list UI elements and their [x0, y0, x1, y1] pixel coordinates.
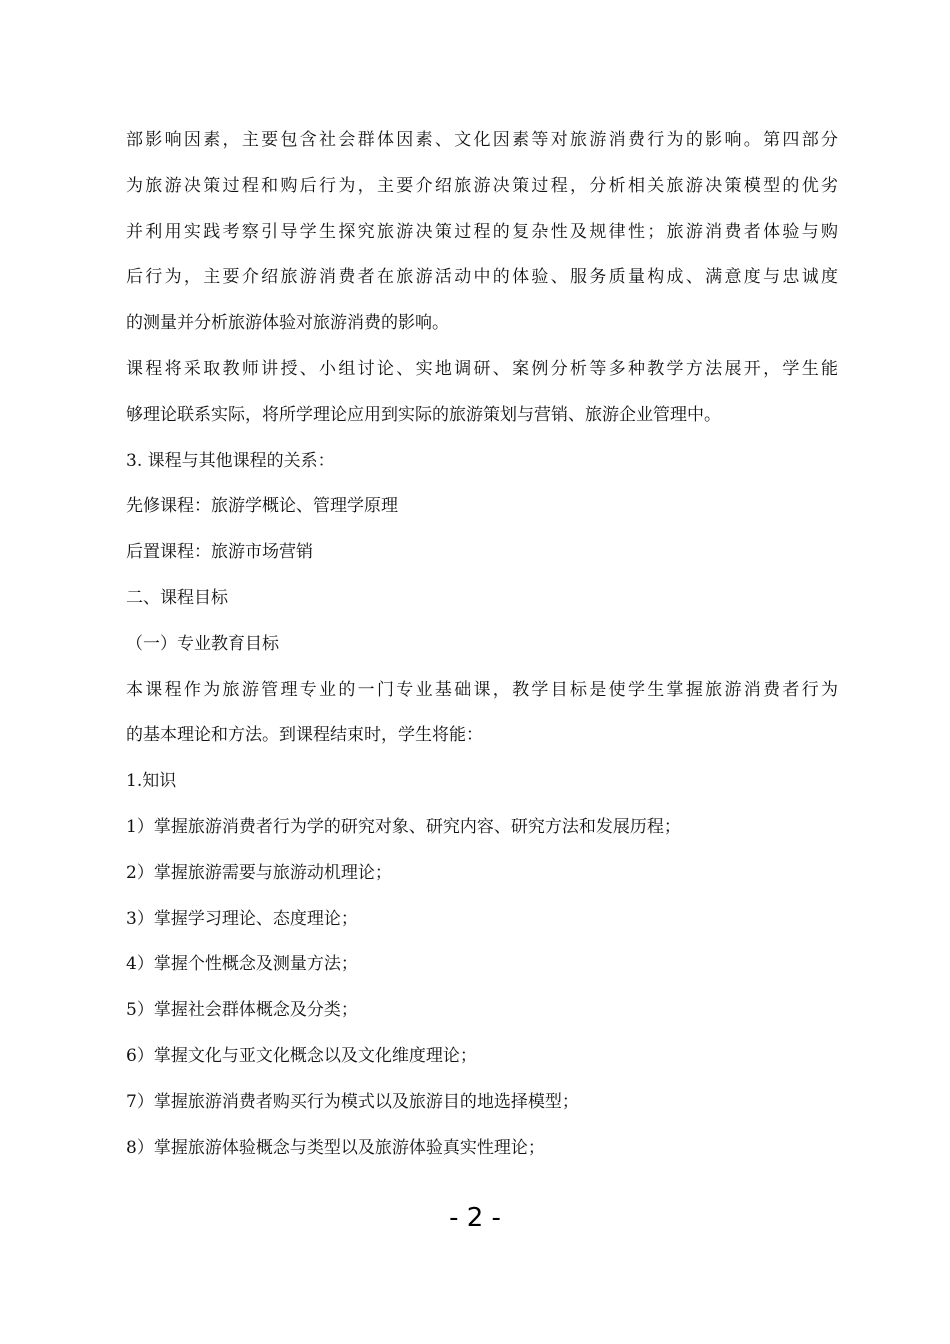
paragraph-line: 后行为，主要介绍旅游消费者在旅游活动中的体验、服务质量构成、满意度与忠诚度: [126, 267, 838, 288]
list-item: 7）掌握旅游消费者购买行为模式以及旅游目的地选择模型；: [126, 1091, 579, 1112]
page-number: - 2 -: [449, 1203, 501, 1233]
document-body: [126, 118, 838, 1171]
chapter-heading: 二、课程目标: [126, 587, 228, 608]
paragraph-line: 为旅游决策过程和购后行为，主要介绍旅游决策过程，分析相关旅游决策模型的优劣: [126, 175, 838, 196]
list-item: 8）掌握旅游体验概念与类型以及旅游体验真实性理论；: [126, 1137, 545, 1158]
list-item: 5）掌握社会群体概念及分类；: [126, 1000, 358, 1021]
subsection-heading: （一）专业教育目标: [126, 633, 279, 654]
list-item: 2）掌握旅游需要与旅游动机理论；: [126, 862, 392, 883]
paragraph-line: 部影响因素，主要包含社会群体因素、文化因素等对旅游消费行为的影响。第四部分: [126, 130, 838, 150]
paragraph-line: 并利用实践考察引导学生探究旅游决策过程的复杂性及规律性；旅游消费者体验与购: [126, 221, 838, 242]
paragraph-line: 本课程作为旅游管理专业的一门专业基础课，教学目标是使学生掌握旅游消费者行为: [126, 679, 838, 700]
prerequisite-courses: 先修课程：旅游学概论、管理学原理: [126, 496, 398, 517]
list-item: 3）掌握学习理论、态度理论；: [126, 908, 358, 929]
follow-up-courses: 后置课程：旅游市场营销: [126, 542, 313, 563]
section-heading: 3. 课程与其他课程的关系：: [126, 450, 335, 471]
list-item: 1）掌握旅游消费者行为学的研究对象、研究内容、研究方法和发展历程；: [126, 816, 681, 837]
paragraph-line: 的测量并分析旅游体验对旅游消费的影响。: [126, 313, 449, 334]
list-item: 4）掌握个性概念及测量方法；: [126, 954, 358, 975]
paragraph-line: 够理论联系实际，将所学理论应用到实际的旅游策划与营销、旅游企业管理中。: [126, 404, 721, 425]
paragraph-line: 的基本理论和方法。到课程结束时，学生将能：: [126, 725, 483, 746]
paragraph-line: 课程将采取教师讲授、小组讨论、实地调研、案例分析等多种教学方法展开，学生能: [126, 358, 838, 379]
list-heading: 1.知识: [126, 771, 177, 792]
list-item: 6）掌握文化与亚文化概念以及文化维度理论；: [126, 1045, 477, 1066]
